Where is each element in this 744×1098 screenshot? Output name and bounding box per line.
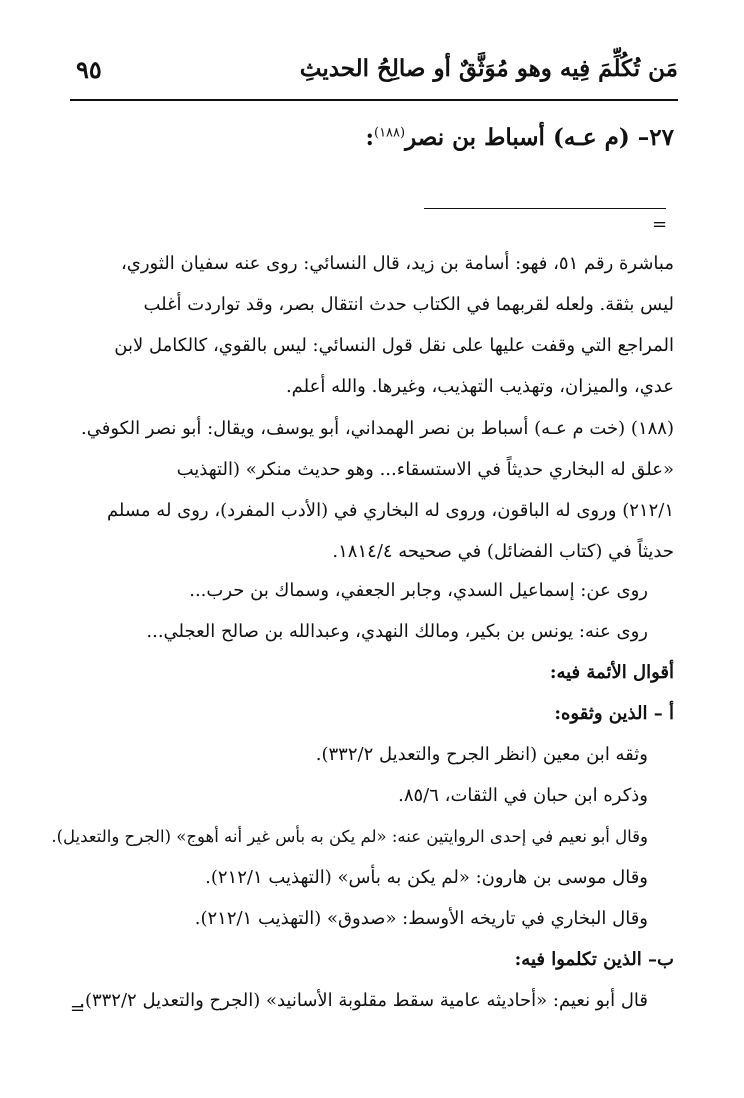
continuation-mark-bottom: = <box>70 998 86 1019</box>
footnote-line: (١٨٨) (خت م عـه) أسباط بن نصر الهمداني، أبو يوسف، ويقال: أبو نصر الكوفي. <box>81 418 674 439</box>
trusted-saying: وثقه ابن معين (انظر الجرح والتعديل ٣٣٢/٢). <box>315 744 648 765</box>
narrated-from: روى عن: إسماعيل السدي، وجابر الجعفي، وسماك بن حرب... <box>189 580 648 601</box>
footnote-continued <box>72 243 674 407</box>
trusted-saying: وقال موسى بن هارون: «لم يكن به بأس» (التهذيب ٢١٢/١). <box>205 867 648 888</box>
running-header <box>70 55 678 91</box>
entry-heading-colon: : <box>365 124 374 151</box>
footnote-reference: (١٨٨) <box>374 125 406 141</box>
footnote-line: عدي، والميزان، وتهذيب التهذيب، وغيرها. والله أعلم. <box>285 376 674 397</box>
footnote-188 <box>72 408 674 572</box>
narrated-by: روى عنه: يونس بن بكير، ومالك النهدي، وعبدالله بن صالح العجلي... <box>146 621 648 642</box>
trusted-saying: وقال أبو نعيم في إحدى الروايتين عنه: «لم يكن به بأس غير أنه أهوج» (الجرح والتعديل). <box>51 827 648 846</box>
trusted-by-heading: أ – الذين وثقوه: <box>554 703 674 724</box>
footnote-line: المراجع التي وقفت عليها على نقل قول النسائي: ليس بالقوي، كالكامل لابن <box>114 335 674 356</box>
footnote-line: ٢١٢/١) وروى له الباقون، وروى له البخاري في (الأدب المفرد)، روى له مسلم <box>106 500 674 521</box>
page-number: ٩٥ <box>76 55 102 84</box>
entry-title: ٢٧– (م عـه) أسباط بن نصر <box>405 124 674 151</box>
trusted-saying: وقال البخاري في تاريخه الأوسط: «صدوق» (التهذيب ٢١٢/١). <box>194 908 648 929</box>
footnote-line: حديثاً في (كتاب الفضائل) في صحيحه ١٨١٤/٤. <box>332 541 674 562</box>
footnote-separator <box>424 208 666 209</box>
footnote-line: «علق له البخاري حديثاً في الاستسقاء... وهو حديث منكر» (التهذيب <box>176 459 674 480</box>
entry-heading <box>366 124 675 151</box>
header-rule <box>70 99 678 101</box>
running-title: مَن تُكُلِّمَ فِيه وهو مُوَثَّقٌ أو صالِحُ الحديثِ <box>299 55 678 82</box>
trusted-saying: وذكره ابن حبان في الثقات، ٨٥/٦. <box>398 785 648 806</box>
critic-saying: قال أبو نعيم: «أحاديثه عامية سقط مقلوبة الأسانيد» (الجرح والتعديل ٣٣٢/٢). <box>79 990 648 1011</box>
footnote-line: ليس بثقة. ولعله لقربهما في الكتاب حدث انتقال بصر، وقد تواردت أغلب <box>143 294 674 315</box>
narrators-and-sayings <box>51 570 674 1021</box>
criticized-by-heading: ب– الذين تكلموا فيه: <box>514 949 674 970</box>
continuation-mark-top: = <box>652 214 668 235</box>
imams-sayings-heading: أقوال الأئمة فيه: <box>549 662 674 683</box>
footnote-line: مباشرة رقم ٥١، فهو: أسامة بن زيد، قال النسائي: روى عنه سفيان الثوري، <box>120 253 674 274</box>
